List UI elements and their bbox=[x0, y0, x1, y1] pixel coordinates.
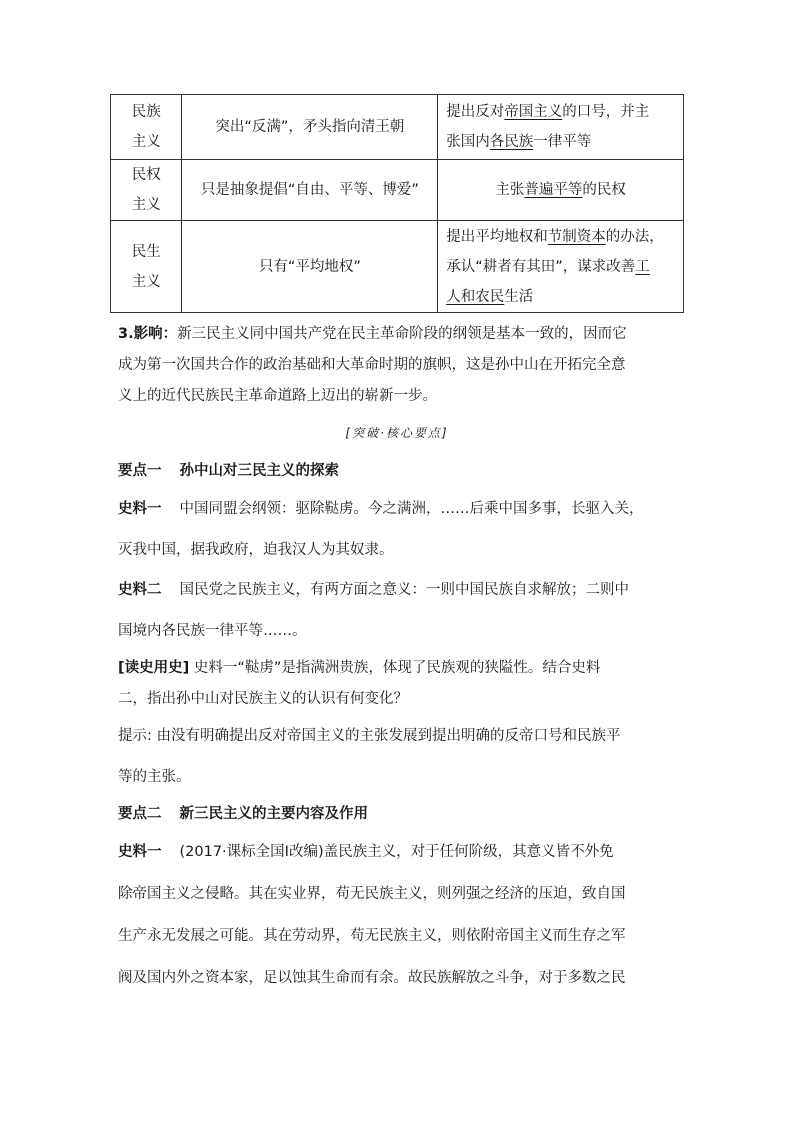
point1-material2-line1: 史料二 国民党之民族主义，有两方面之意义：一则中国民族自求解放；二则中 bbox=[118, 582, 629, 598]
point2-material1-line2: 除帝国主义之侵略。其在实业界，苟无民族主义，则列强之经济的压迫，致自国 bbox=[118, 886, 626, 902]
point2-material1-line4: 阀及国内外之资本家，足以蚀其生命而有余。故民族解放之斗争，对于多数之民 bbox=[118, 970, 626, 986]
cell-line: 提出平均地权和节制资本的办法， bbox=[446, 228, 664, 245]
principle-name-cell: 民族 主义 bbox=[111, 95, 182, 160]
hint-line-2: 等的主张。 bbox=[118, 769, 191, 785]
three-principles-table bbox=[110, 94, 684, 313]
new-principle-cell bbox=[438, 95, 684, 160]
point2-material1-line3: 生产永无发展之可能。其在劳动界，苟无民族主义，则依附帝国主义而生存之军 bbox=[118, 928, 626, 944]
material-label: 史料一 bbox=[118, 844, 162, 860]
point1-heading: 要点一 孙中山对三民主义的探索 bbox=[118, 463, 339, 479]
material-label: 史料二 bbox=[118, 582, 162, 598]
section-header: [突破·核心要点] bbox=[345, 426, 449, 440]
hint-line-1: 提示: 由没有明确提出反对帝国主义的主张发展到提出明确的反帝口号和民族平 bbox=[118, 728, 621, 744]
influence-label: 3.影响： bbox=[118, 326, 178, 342]
principle-name-cell: 民权 主义 bbox=[111, 160, 182, 221]
table-row bbox=[111, 221, 684, 313]
old-principle-cell: 突出“反满”，矛头指向清王朝 bbox=[182, 95, 438, 160]
influence-line-3: 义上的近代民族民主革命道路上迈出的崭新一步。 bbox=[118, 388, 437, 404]
point2-material1-line1: 史料一 (2017·课标全国Ⅰ改编)盖民族主义，对于任何阶级，其意义皆不外免 bbox=[118, 844, 614, 860]
old-principle-cell: 只有“平均地权” bbox=[182, 221, 438, 313]
point1-material1-line1: 史料一 中国同盟会纲领：驱除鞑虏。今之满洲，……后乘中国多事，长驱入关， bbox=[118, 501, 644, 517]
point1-material1-line2: 灭我中国，据我政府，迫我汉人为其奴隶。 bbox=[118, 542, 394, 558]
new-principle-cell bbox=[438, 160, 684, 221]
cell-line: 承认“耕者有其田”，谋求改善工 bbox=[446, 258, 650, 275]
cell-line: 提出反对帝国主义的口号，并主 bbox=[446, 104, 650, 120]
material-label: 史料一 bbox=[118, 501, 162, 517]
influence-line-2: 成为第一次国共合作的政治基础和大革命时期的旗帜，这是孙中山在开拓完全意 bbox=[118, 357, 626, 373]
point1-material2-line2: 国境内各民族一律平等……。 bbox=[118, 623, 307, 639]
question-label: [读史用史] bbox=[118, 660, 190, 676]
new-principle-cell bbox=[438, 221, 684, 313]
old-principle-cell: 只是抽象提倡“自由、平等、博爱” bbox=[182, 160, 438, 221]
hint-label: 提示 bbox=[118, 728, 147, 744]
influence-line-1: 3.影响：新三民主义同中国共产党在民主革命阶段的纲领是基本一致的，因而它 bbox=[118, 326, 627, 342]
cell-line: 人和农民生活 bbox=[446, 288, 534, 305]
cell-line: 主张普遍平等的民权 bbox=[495, 182, 626, 198]
question-line-2: 二，指出孙中山对民族主义的认识有何变化？ bbox=[118, 691, 408, 707]
principle-name-cell: 民生 主义 bbox=[111, 221, 182, 313]
table-row bbox=[111, 160, 684, 221]
table-row bbox=[111, 95, 684, 160]
question-line-1: [读史用史] 史料一“鞑虏”是指满洲贵族，体现了民族观的狭隘性。结合史料 bbox=[118, 660, 601, 676]
cell-line: 张国内各民族一律平等 bbox=[446, 134, 592, 150]
point2-heading: 要点二 新三民主义的主要内容及作用 bbox=[118, 806, 368, 822]
